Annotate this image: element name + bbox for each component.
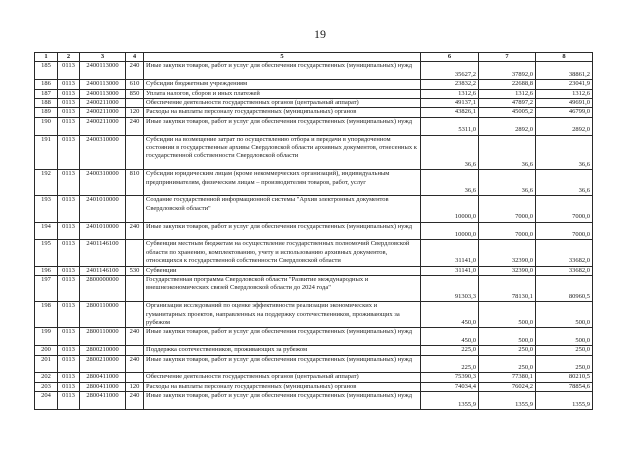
amount-year2-cell: 7000,0	[479, 196, 536, 222]
section-code-cell: 0113	[58, 222, 80, 240]
amount-year1-cell: 74034,4	[421, 382, 479, 391]
amount-year3-cell: 33682,0	[536, 266, 593, 275]
amount-year3-cell: 80210,5	[536, 373, 593, 382]
amount-year3-cell: 33682,0	[536, 240, 593, 266]
expense-type-cell	[126, 196, 144, 222]
target-article-cell: 2800000000	[80, 276, 126, 302]
row-number-cell: 190	[35, 117, 58, 135]
item-name-cell: Расходы на выплаты персоналу государственных (муниципальных) органов	[144, 108, 421, 117]
amount-year2-cell: 32390,0	[479, 266, 536, 275]
column-header-4: 4	[126, 53, 144, 62]
amount-year3-cell: 2892,0	[536, 117, 593, 135]
amount-year2-cell: 500,0	[479, 302, 536, 328]
item-name-cell: Субсидии юридическим лицам (кроме некоммерческих организаций), индивидуальным предпринимателям, физическим лицам – производителям товаров, работ, услуг	[144, 170, 421, 196]
target-article-cell: 2800210000	[80, 355, 126, 373]
amount-year1-cell: 225,0	[421, 355, 479, 373]
row-number-cell: 185	[35, 62, 58, 80]
amount-year1-cell: 1355,9	[421, 392, 479, 410]
amount-year3-cell: 38861,2	[536, 62, 593, 80]
amount-year1-cell: 31141,0	[421, 240, 479, 266]
expense-type-cell	[126, 240, 144, 266]
section-code-cell: 0113	[58, 99, 80, 108]
expense-type-cell: 240	[126, 117, 144, 135]
target-article-cell: 2401010000	[80, 196, 126, 222]
item-name-cell: Государственная программа Свердловской области "Развитие международных и внешнеэкономических связей Свердловской области до 2024 года"	[144, 276, 421, 302]
section-code-cell: 0113	[58, 328, 80, 346]
item-name-cell: Обеспечение деятельности государственных органов (центральный аппарат)	[144, 373, 421, 382]
item-name-cell: Субсидии бюджетным учреждениям	[144, 80, 421, 89]
amount-year2-cell: 76024,2	[479, 382, 536, 391]
column-header-8: 8	[536, 53, 593, 62]
expense-type-cell: 850	[126, 89, 144, 98]
amount-year3-cell: 46799,0	[536, 108, 593, 117]
expense-type-cell: 120	[126, 108, 144, 117]
item-name-cell: Иные закупки товаров, работ и услуг для обеспечения государственных (муниципальных) нужд	[144, 117, 421, 135]
amount-year1-cell: 31141,0	[421, 266, 479, 275]
row-number-cell: 188	[35, 99, 58, 108]
row-number-cell: 192	[35, 170, 58, 196]
target-article-cell: 2400113000	[80, 89, 126, 98]
target-article-cell: 2800411000	[80, 392, 126, 410]
target-article-cell: 2400211000	[80, 108, 126, 117]
amount-year2-cell: 36,6	[479, 170, 536, 196]
table-row	[35, 170, 593, 196]
row-number-cell: 200	[35, 346, 58, 355]
section-code-cell: 0113	[58, 276, 80, 302]
expense-type-cell	[126, 373, 144, 382]
section-code-cell: 0113	[58, 80, 80, 89]
section-code-cell: 0113	[58, 392, 80, 410]
table-row	[35, 80, 593, 89]
row-number-cell: 194	[35, 222, 58, 240]
section-code-cell: 0113	[58, 302, 80, 328]
table-row	[35, 382, 593, 391]
amount-year3-cell: 78854,6	[536, 382, 593, 391]
item-name-cell: Обеспечение деятельности государственных органов (центральный аппарат)	[144, 99, 421, 108]
column-header-7: 7	[479, 53, 536, 62]
target-article-cell: 2401146100	[80, 240, 126, 266]
amount-year2-cell: 500,0	[479, 328, 536, 346]
table-row	[35, 196, 593, 222]
row-number-cell: 203	[35, 382, 58, 391]
amount-year3-cell: 7000,0	[536, 222, 593, 240]
row-number-cell: 186	[35, 80, 58, 89]
amount-year3-cell: 500,0	[536, 328, 593, 346]
item-name-cell: Расходы на выплаты персоналу государственных (муниципальных) органов	[144, 382, 421, 391]
amount-year2-cell: 22688,8	[479, 80, 536, 89]
amount-year3-cell: 23041,9	[536, 80, 593, 89]
amount-year2-cell: 1355,9	[479, 392, 536, 410]
expense-type-cell	[126, 302, 144, 328]
target-article-cell: 2800110000	[80, 328, 126, 346]
table-row	[35, 89, 593, 98]
amount-year2-cell: 77380,1	[479, 373, 536, 382]
section-code-cell: 0113	[58, 373, 80, 382]
table-row	[35, 99, 593, 108]
expense-type-cell: 810	[126, 170, 144, 196]
amount-year2-cell: 250,0	[479, 355, 536, 373]
expense-type-cell: 610	[126, 80, 144, 89]
section-code-cell: 0113	[58, 135, 80, 170]
table-row	[35, 276, 593, 302]
amount-year2-cell: 78130,1	[479, 276, 536, 302]
amount-year2-cell: 47897,2	[479, 99, 536, 108]
amount-year3-cell: 1355,9	[536, 392, 593, 410]
column-header-5: 5	[144, 53, 421, 62]
row-number-cell: 189	[35, 108, 58, 117]
section-code-cell: 0113	[58, 62, 80, 80]
table-row	[35, 117, 593, 135]
table-row	[35, 392, 593, 410]
item-name-cell: Субвенции местным бюджетам на осуществление государственных полномочий Свердловской области по хранению, комплектованию, учету и использованию архивных документов, относящихся к государственной собственности Свердловской области	[144, 240, 421, 266]
table-row	[35, 222, 593, 240]
amount-year2-cell: 250,0	[479, 346, 536, 355]
expense-type-cell: 240	[126, 62, 144, 80]
target-article-cell: 2800110000	[80, 302, 126, 328]
column-header-6: 6	[421, 53, 479, 62]
target-article-cell: 2400113000	[80, 62, 126, 80]
amount-year2-cell: 45005,2	[479, 108, 536, 117]
expense-type-cell	[126, 135, 144, 170]
table-row	[35, 135, 593, 170]
amount-year1-cell: 5311,0	[421, 117, 479, 135]
target-article-cell: 2401146100	[80, 266, 126, 275]
target-article-cell: 2400211000	[80, 99, 126, 108]
row-number-cell: 204	[35, 392, 58, 410]
item-name-cell: Иные закупки товаров, работ и услуг для обеспечения государственных (муниципальных) нужд	[144, 328, 421, 346]
section-code-cell: 0113	[58, 170, 80, 196]
target-article-cell: 2800411000	[80, 382, 126, 391]
item-name-cell: Организация исследований по оценке эффективности реализации экономических и гуманитарных проектов, направленных на поддержку соотечественников, проживающих за рубежом	[144, 302, 421, 328]
section-code-cell: 0113	[58, 240, 80, 266]
amount-year1-cell: 10000,0	[421, 196, 479, 222]
item-name-cell: Иные закупки товаров, работ и услуг для обеспечения государственных (муниципальных) нужд	[144, 392, 421, 410]
expense-type-cell: 240	[126, 222, 144, 240]
column-header-1: 1	[35, 53, 58, 62]
table-header-row	[35, 53, 593, 62]
amount-year1-cell: 36,6	[421, 170, 479, 196]
amount-year3-cell: 7000,0	[536, 196, 593, 222]
table-row	[35, 355, 593, 373]
table-row	[35, 240, 593, 266]
target-article-cell: 2400113000	[80, 80, 126, 89]
amount-year1-cell: 450,0	[421, 302, 479, 328]
budget-table	[34, 52, 593, 410]
section-code-cell: 0113	[58, 196, 80, 222]
target-article-cell: 2400310000	[80, 170, 126, 196]
table-row	[35, 108, 593, 117]
amount-year1-cell: 75390,3	[421, 373, 479, 382]
amount-year2-cell: 32390,0	[479, 240, 536, 266]
expense-type-cell	[126, 276, 144, 302]
table-row	[35, 346, 593, 355]
item-name-cell: Субсидии на возмещение затрат по осуществлению отбора и передачи в упорядоченном состоянии в государственные архивы Свердловской области архивных документов, отнесенных к государственной собственности Свердловской области	[144, 135, 421, 170]
table-row	[35, 266, 593, 275]
amount-year1-cell: 10000,0	[421, 222, 479, 240]
amount-year1-cell: 225,0	[421, 346, 479, 355]
amount-year3-cell: 250,0	[536, 346, 593, 355]
row-number-cell: 193	[35, 196, 58, 222]
amount-year1-cell: 43826,1	[421, 108, 479, 117]
amount-year3-cell: 36,6	[536, 170, 593, 196]
amount-year3-cell: 49691,0	[536, 99, 593, 108]
target-article-cell: 2401010000	[80, 222, 126, 240]
amount-year3-cell: 250,0	[536, 355, 593, 373]
expense-type-cell: 240	[126, 355, 144, 373]
row-number-cell: 196	[35, 266, 58, 275]
expense-type-cell: 240	[126, 392, 144, 410]
amount-year1-cell: 23832,2	[421, 80, 479, 89]
item-name-cell: Иные закупки товаров, работ и услуг для обеспечения государственных (муниципальных) нужд	[144, 355, 421, 373]
amount-year2-cell: 37892,0	[479, 62, 536, 80]
row-number-cell: 199	[35, 328, 58, 346]
row-number-cell: 187	[35, 89, 58, 98]
section-code-cell: 0113	[58, 108, 80, 117]
target-article-cell: 2800210000	[80, 346, 126, 355]
row-number-cell: 197	[35, 276, 58, 302]
amount-year1-cell: 36,6	[421, 135, 479, 170]
item-name-cell: Субвенции	[144, 266, 421, 275]
target-article-cell: 2400211000	[80, 117, 126, 135]
amount-year2-cell: 1312,6	[479, 89, 536, 98]
amount-year1-cell: 35627,2	[421, 62, 479, 80]
row-number-cell: 198	[35, 302, 58, 328]
section-code-cell: 0113	[58, 89, 80, 98]
amount-year3-cell: 36,6	[536, 135, 593, 170]
amount-year2-cell: 2892,0	[479, 117, 536, 135]
row-number-cell: 202	[35, 373, 58, 382]
section-code-cell: 0113	[58, 355, 80, 373]
item-name-cell: Создание государственной информационной системы "Архив электронных документов Свердловской области"	[144, 196, 421, 222]
target-article-cell: 2800411000	[80, 373, 126, 382]
expense-type-cell: 240	[126, 328, 144, 346]
table-body	[35, 53, 593, 410]
amount-year2-cell: 7000,0	[479, 222, 536, 240]
expense-type-cell: 530	[126, 266, 144, 275]
table-row	[35, 373, 593, 382]
expense-type-cell	[126, 346, 144, 355]
amount-year3-cell: 500,0	[536, 302, 593, 328]
item-name-cell: Уплата налогов, сборов и иных платежей	[144, 89, 421, 98]
item-name-cell: Иные закупки товаров, работ и услуг для обеспечения государственных (муниципальных) нужд	[144, 62, 421, 80]
section-code-cell: 0113	[58, 266, 80, 275]
amount-year3-cell: 80960,5	[536, 276, 593, 302]
item-name-cell: Иные закупки товаров, работ и услуг для обеспечения государственных (муниципальных) нужд	[144, 222, 421, 240]
table-row	[35, 62, 593, 80]
section-code-cell: 0113	[58, 346, 80, 355]
target-article-cell: 2400310000	[80, 135, 126, 170]
amount-year1-cell: 450,0	[421, 328, 479, 346]
expense-type-cell: 120	[126, 382, 144, 391]
amount-year1-cell: 49137,1	[421, 99, 479, 108]
amount-year3-cell: 1312,6	[536, 89, 593, 98]
section-code-cell: 0113	[58, 382, 80, 391]
item-name-cell: Поддержка соотечественников, проживающих за рубежом	[144, 346, 421, 355]
expense-type-cell	[126, 99, 144, 108]
column-header-2: 2	[58, 53, 80, 62]
row-number-cell: 191	[35, 135, 58, 170]
amount-year1-cell: 91303,3	[421, 276, 479, 302]
row-number-cell: 195	[35, 240, 58, 266]
table-row	[35, 302, 593, 328]
column-header-3: 3	[80, 53, 126, 62]
amount-year1-cell: 1312,6	[421, 89, 479, 98]
page-number: 19	[314, 27, 326, 41]
row-number-cell: 201	[35, 355, 58, 373]
section-code-cell: 0113	[58, 117, 80, 135]
table-row	[35, 328, 593, 346]
amount-year2-cell: 36,6	[479, 135, 536, 170]
